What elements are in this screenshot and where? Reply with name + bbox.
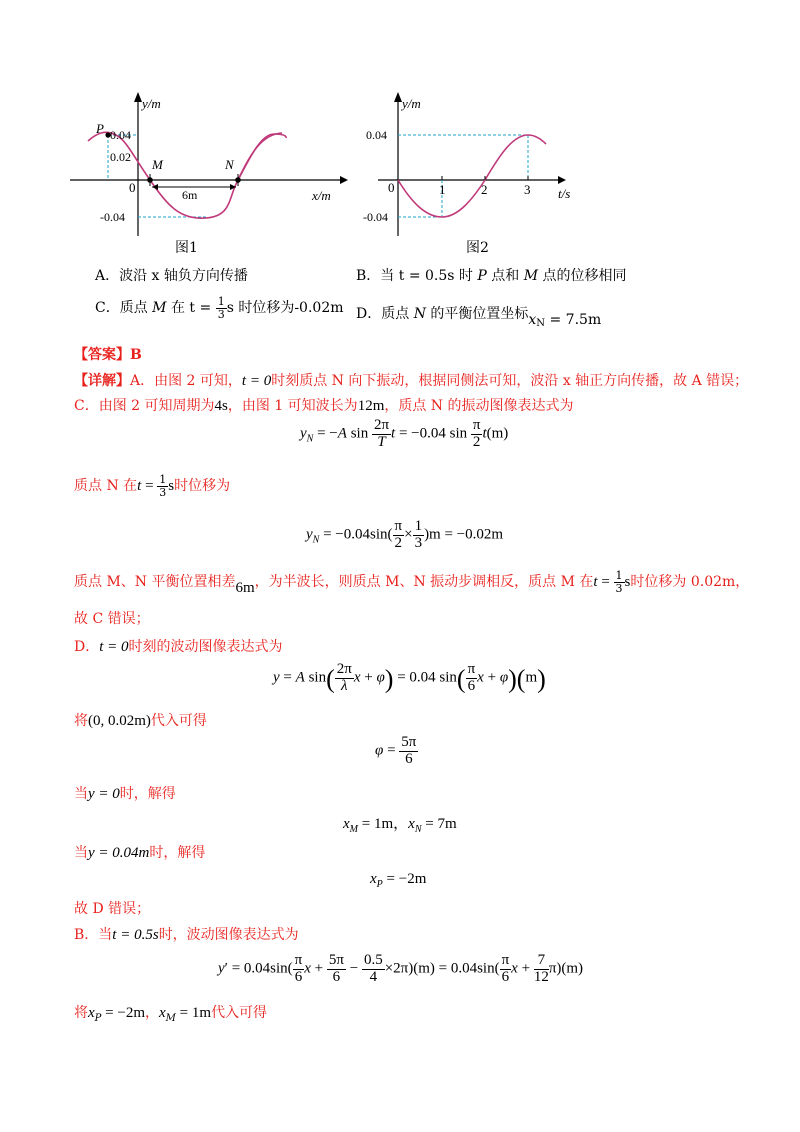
equation-2: $y_N = -0.04\sin$( $\frac{\pi}{2}$ × $\frac{1}{3}$ )m = −0.02m [306,518,504,551]
option-b: B．当 t = 0.5s 时 P 点和 M 点的位移相同 [356,268,627,284]
equation-7: y′ = 0.04sin( $\frac{\pi}{6}$ x + $\frac{5\pi}{6}$ − $\frac{0.5}{4}$ ×2π)(m) = 0.04sin( $\frac{\pi}{6}$ x + $\frac{7}{12}$ π)(m) [218,952,584,985]
fig1-label-m: M [152,157,163,172]
fig2-x-arrow [558,176,566,184]
figure-1-wave-graph [60,88,350,238]
detail-line-b: B．当t = 0.5s时，波动图像表达式为 [74,927,299,943]
option-a: A．波沿 x 轴负方向传播 [95,268,248,284]
fig2-y-label: y/m [402,96,421,111]
detail-line-a: 【详解】A．由图 2 可知，t = 0时刻质点 N 向下振动，根据同侧法可知，波沿 x 轴正方向传播，故 A 错误； [74,373,749,389]
answer-label: 【答案】B [74,347,142,363]
fig1-origin: 0 [129,180,136,195]
fig1-distance-label: 6m [182,188,198,202]
equation-1: $y_N = -A$ sin $\frac{2\pi}{T}$ t = −0.04 sin $\frac{\pi}{2}$ t(m) [300,417,509,450]
detail-line-d-end: 故 D 错误； [74,901,151,917]
fig1-tick-002: 0.02 [110,150,131,164]
option-c: C．质点 M 在 t = $\frac{1}{3}$ s 时位移为-0.02m [95,295,344,321]
detail-line-n: 质点 N 在t = $\frac{1}{3}$ s时位移为 [74,473,231,499]
fig2-origin: 0 [388,180,395,195]
fig1-x-arrow [340,176,348,184]
option-d: D．质点 N 的平衡位置坐标$x_N = 7.5m$ [356,306,602,329]
equation-3: y = A sin( $\frac{2\pi}{\lambda}$ x + φ) = 0.04 sin( $\frac{\pi}{6}$ x + φ)(m) [273,661,546,694]
fig2-tick-t3: 3 [524,182,531,197]
detail-line-y004: 当y = 0.04m时，解得 [74,845,206,861]
fig1-tick-004: 0.04 [110,128,131,142]
equation-6: $x_P = -2m$ [370,871,427,890]
fig1-y-label: y/m [142,96,161,111]
detail-line-d: D．t = 0时刻的波动图像表达式为 [74,639,283,655]
fig1-label-n: N [225,157,234,172]
fig1-point-m [147,177,153,183]
fig2-tick-t1: 1 [439,182,446,197]
fig2-x-label: t/s [558,186,571,201]
detail-line-mn: 质点 M、N 平衡位置相差6m，为半波长，则质点 M、N 振动步调相反，质点 M 在t = $\frac{1}{3}$ s时位移为 0.02m， [74,569,750,597]
fig1-label-p: P [96,121,104,136]
detail-line-substitute: 将(0, 0.02m)代入可得 [74,713,207,729]
equation-4: φ = $\frac{5\pi}{6}$ [375,734,417,767]
fig1-point-n [235,177,241,183]
fig2-vibration-curve [398,135,546,217]
figure-2-vibration-graph [360,88,600,238]
fig1-y-arrow [134,92,142,102]
fig2-caption: 图2 [466,240,489,256]
fig1-caption: 图1 [175,240,198,256]
fig2-tick-004: 0.04 [366,128,387,142]
fig2-tick-neg004: -0.04 [363,210,388,224]
detail-line-b-last: 将$x_P = -2m$，$x_M = 1m$代入可得 [74,1005,268,1024]
equation-5: $x_M = 1m$，$x_N = 7m$ [343,816,457,835]
detail-line-c: C．由图 2 可知周期为4s，由图 1 可知波长为12m，质点 N 的振动图像表达式为 [74,398,574,414]
fig1-x-label: x/m [312,188,331,203]
fig2-y-arrow [394,92,402,102]
fig1-wave-curve [88,132,286,218]
fig2-tick-t2: 2 [481,182,488,197]
fig1-tick-neg004: -0.04 [100,210,125,224]
detail-line-c-end: 故 C 错误； [74,611,150,627]
detail-line-y0: 当y = 0时，解得 [74,786,176,802]
